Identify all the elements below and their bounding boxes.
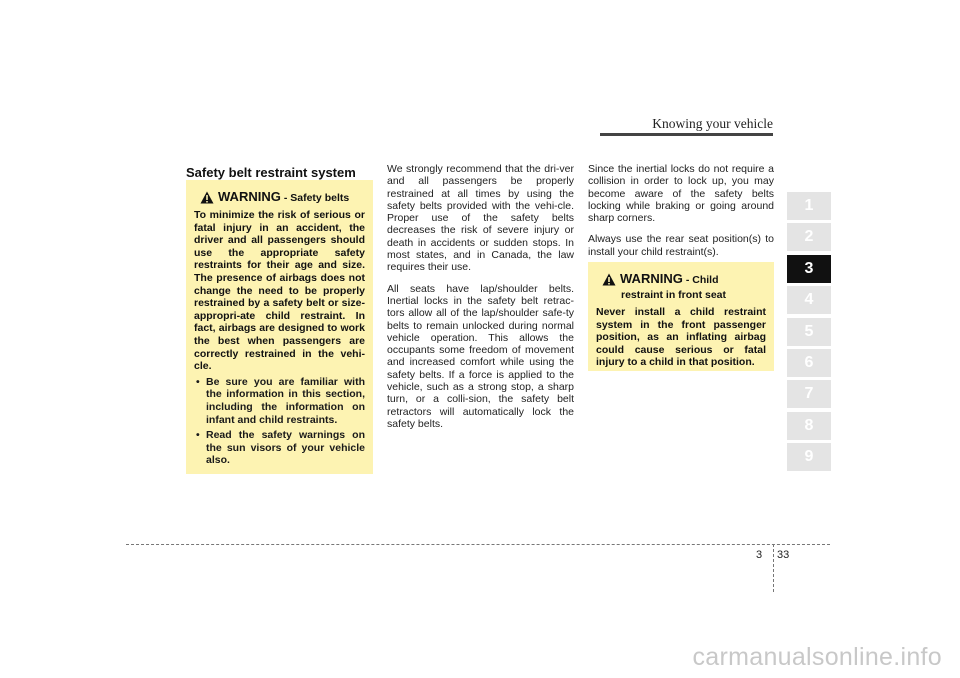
chapter-tab-3[interactable]: 3	[787, 255, 831, 283]
warning-subtitle: - Child	[685, 274, 719, 286]
warning-body: Never install a child restraint system in the front passenger position, as an inflating airbag could cause serious or fatal injury to a child in that position.	[596, 306, 766, 369]
body-paragraph: All seats have lap/shoulder belts. Inertial locks in the safety belt retrac-tors allow all of the lap/shoulder safe-ty belts to remain unlocked during normal vehicle operation. This allows the occupants some freedom of movement and increased comfort while using the safety belts. If a force is applied to the vehicle, such as a strong stop, a sharp turn, or a colli-sion, the safety belt retractors will automatically lock the safety belts.	[387, 282, 574, 430]
section-title: Safety belt restraint system	[186, 165, 356, 180]
warning-word: WARNING	[620, 271, 683, 286]
header-rule	[600, 133, 773, 136]
warning-triangle-icon	[602, 273, 616, 286]
warning-header	[602, 272, 766, 287]
warning-bullets	[194, 376, 365, 467]
chapter-tabs	[787, 192, 831, 475]
chapter-tab-8[interactable]: 8	[787, 412, 831, 440]
warning-word: WARNING	[218, 189, 281, 204]
chapter-tab-7[interactable]: 7	[787, 380, 831, 408]
page-chapter: 3	[756, 549, 763, 561]
warning-box-safety-belts	[186, 180, 373, 474]
watermark: carmanualsonline.info	[692, 643, 942, 671]
warning-triangle-icon	[200, 191, 214, 204]
chapter-tab-2[interactable]: 2	[787, 223, 831, 251]
warning-header	[200, 190, 365, 205]
chapter-tab-4[interactable]: 4	[787, 286, 831, 314]
warning-box-child-restraint	[588, 262, 774, 371]
chapter-tab-5[interactable]: 5	[787, 318, 831, 346]
body-paragraph: Since the inertial locks do not require a collision in order to lock up, you may become aware of the safety belts locking while braking or going around sharp corners.	[588, 163, 774, 225]
chapter-tab-6[interactable]: 6	[787, 349, 831, 377]
footer-rule	[126, 544, 830, 545]
body-paragraph: Always use the rear seat position(s) to install your child restraint(s).	[588, 233, 774, 258]
body-paragraph: We strongly recommend that the dri-ver and all passengers be properly restrained at all times by using the safety belts provided with the vehi-cle. Proper use of the safety belts decreases the risk of severe injury or death in accidents or sudden stops. In most states, and in Canada, the law requires their use.	[387, 163, 574, 274]
chapter-tab-1[interactable]: 1	[787, 192, 831, 220]
header-title: Knowing your vehicle	[652, 116, 773, 131]
warning-body: To minimize the risk of serious or fatal injury in an accident, the driver and all passengers should use the appropriate safety restraints for their age and size. The presence of airbags does not change the need to be properly restrained by a safety belt or size-appropri-ate child restraint. In fact, airbags are designed to work the best when passengers are correctly restrained in the vehi-cle.	[194, 209, 365, 373]
warning-subtitle-line2: restraint in front seat	[621, 289, 727, 301]
warning-bullet: • Read the safety warnings on the sun visors of your vehicle also.	[194, 429, 365, 467]
chapter-tab-9[interactable]: 9	[787, 443, 831, 471]
warning-subtitle: - Safety belts	[283, 192, 350, 204]
warning-bullet: • Be sure you are familiar with the information in this section, including the information on infant and child restraints.	[194, 376, 365, 426]
body-column-right	[588, 163, 774, 267]
footer-divider	[773, 544, 774, 592]
body-column-middle	[387, 163, 574, 439]
page-number: 33	[777, 549, 790, 561]
